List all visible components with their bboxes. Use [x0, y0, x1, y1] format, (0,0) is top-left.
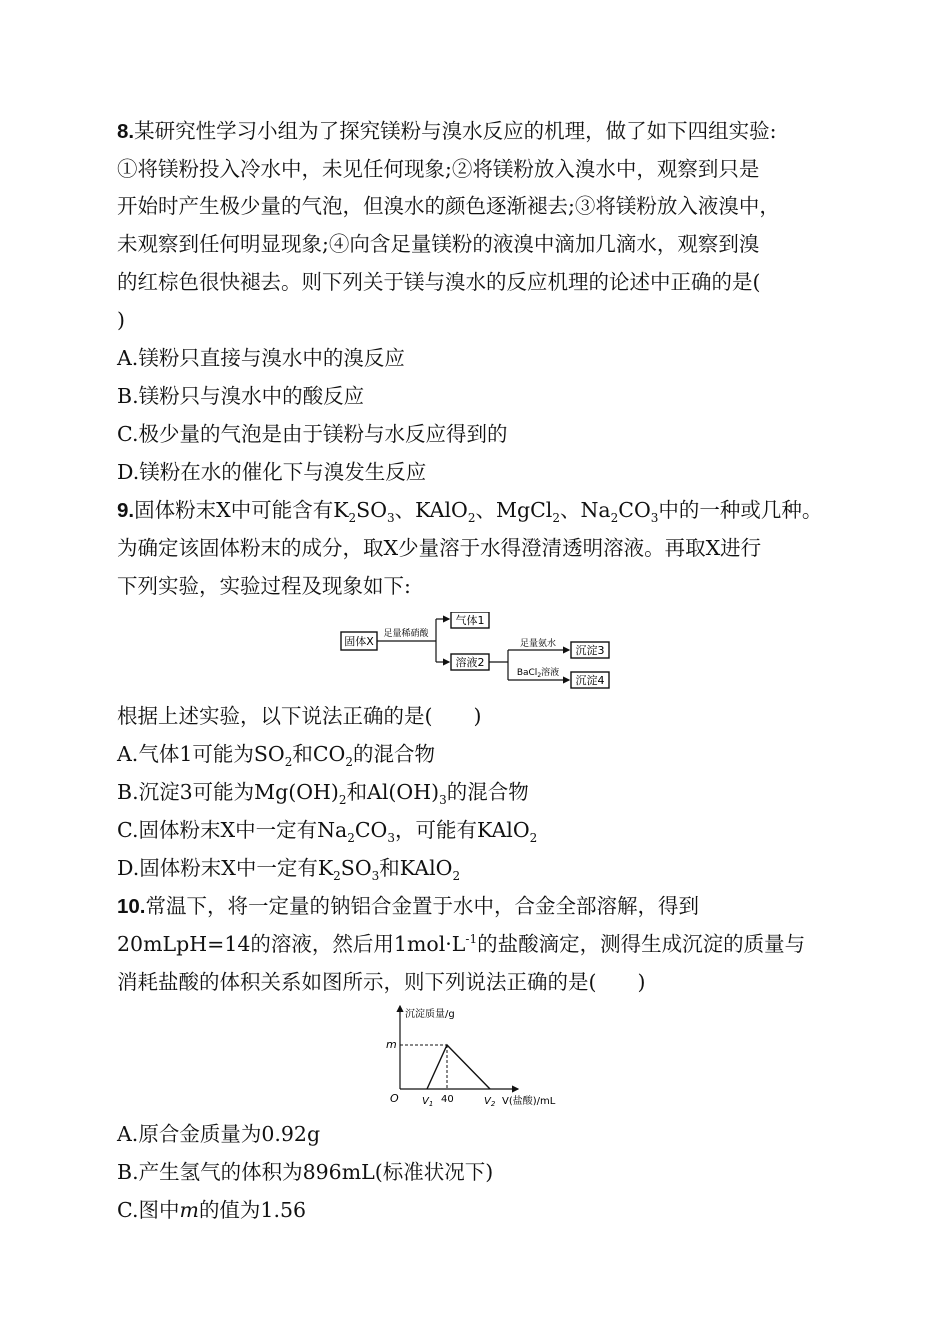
q8-line-6: ) — [117, 308, 125, 332]
q9-option-d: D.固体粉末X中一定有$K_2SO_3$和KAlO$_2$ — [117, 856, 461, 884]
q9-line-2: 为确定该固体粉末的成分，取X少量溶于水得澄清透明溶液。再取X进行 — [117, 536, 762, 560]
flow-reagent-3: BaCl$_2$溶液 — [516, 668, 560, 679]
q8-line-4: 未观察到任何明显现象;④向含足量镁粉的液溴中滴加几滴水，观察到溴 — [117, 232, 760, 256]
flow-solid-label: 固体X — [344, 635, 374, 648]
flow-reagent-2: 足量氨水 — [519, 639, 557, 649]
flow-reagent-1: 足量稀硝酸 — [383, 629, 429, 639]
q8-option-d: D.镁粉在水的催化下与溴发生反应 — [117, 460, 427, 484]
graph-v1: $V_1$ — [422, 1096, 434, 1108]
q9-option-b: B.沉淀3可能为$Mg(OH)_2$和$Al(OH)_3$的混合物 — [117, 780, 529, 808]
graph-tick-40: 40 — [441, 1094, 454, 1105]
graph-curve — [427, 1045, 490, 1089]
q9-option-c: C.固体粉末X中一定有$Na_2CO_3$，可能有KAlO$_2$ — [117, 818, 538, 846]
q9-line-1: 9.固体粉末X中可能含有$K_2SO_3$、KAlO$_2$、MgCl$_2$、$Na_2CO_3$中的一种或几种。 — [117, 498, 823, 526]
q10-precipitate-graph — [380, 1000, 580, 1112]
q10-option-c: C.图中m的值为1.56 — [117, 1198, 307, 1222]
q8-number: 8. — [117, 120, 135, 143]
q10-line-2: 20mLpH=14的溶液，然后用$1mol\cdot L^{-1}$的盐酸滴定，测得生成沉淀的质量与 — [117, 932, 806, 956]
q9-option-a: A.气体1可能为$SO_2$和$CO_2$的混合物 — [117, 742, 435, 770]
q8-option-a: A.镁粉只直接与溴水中的溴反应 — [117, 346, 405, 370]
q9-number: 9. — [117, 499, 135, 522]
graph-v2: $V_2$ — [484, 1096, 496, 1108]
graph-y-label: 沉淀质量/g — [405, 1009, 455, 1020]
q10-line-1: 10.常温下，将一定量的钠铝合金置于水中，合金全部溶解，得到 — [117, 894, 699, 918]
q8-line-2: ①将镁粉投入冷水中，未见任何现象;②将镁粉放入溴水中，观察到只是 — [117, 157, 760, 181]
graph-origin: O — [390, 1092, 399, 1105]
q8-option-b: B.镁粉只与溴水中的酸反应 — [117, 384, 365, 408]
q8-line-5: 的红棕色很快褪去。则下列关于镁与溴水的反应机理的论述中正确的是( — [117, 270, 761, 294]
q9-stem: 根据上述实验，以下说法正确的是( ) — [117, 704, 482, 728]
q8-option-c: C.极少量的气泡是由于镁粉与水反应得到的 — [117, 422, 508, 446]
q10-number: 10. — [117, 895, 146, 918]
q8-line-3: 开始时产生极少量的气泡，但溴水的颜色逐渐褪去;③将镁粉放入液溴中， — [117, 194, 780, 218]
graph-m-label: m — [386, 1038, 397, 1051]
flow-gas-1: 气体1 — [455, 614, 485, 627]
flow-ppt-3: 沉淀3 — [575, 644, 605, 657]
flow-solution-2: 溶液2 — [455, 656, 485, 669]
q8-line-1: 8.某研究性学习小组为了探究镁粉与溴水反应的机理，做了如下四组实验: — [117, 119, 777, 143]
q10-option-b: B.产生氢气的体积为896mL(标准状况下) — [117, 1160, 494, 1184]
q10-option-a: A.原合金质量为0.92g — [117, 1122, 321, 1146]
q10-line-3: 消耗盐酸的体积关系如图所示，则下列说法正确的是( ) — [117, 970, 646, 994]
flow-ppt-4: 沉淀4 — [575, 674, 605, 687]
q9-flow-diagram — [340, 612, 620, 692]
q9-line-3: 下列实验，实验过程及现象如下: — [117, 574, 411, 598]
graph-x-label: V(盐酸)/mL — [502, 1096, 556, 1107]
